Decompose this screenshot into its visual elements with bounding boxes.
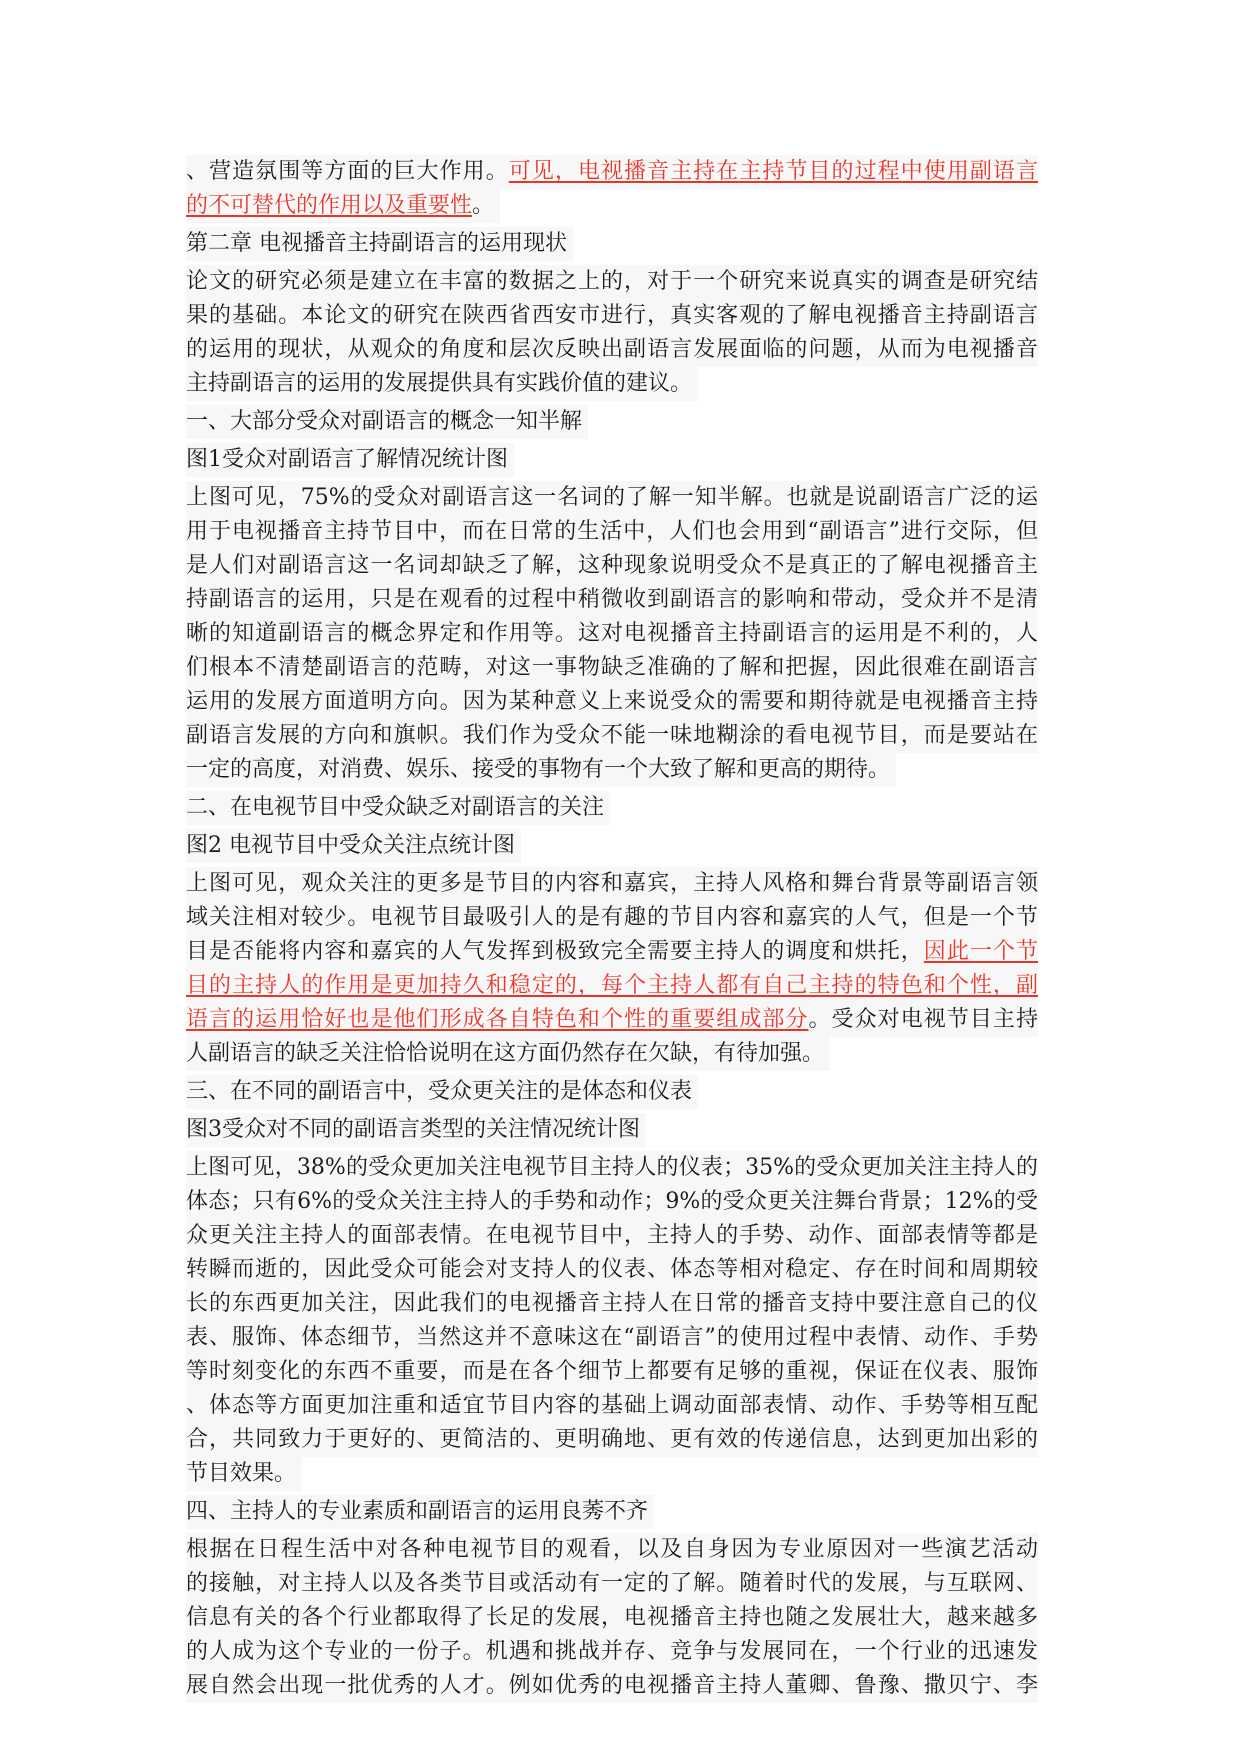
paragraph-line: 、体态等方面更加注重和适宜节目内容的基础上调动面部表情、动作、手势等相互配 xyxy=(186,1389,1038,1423)
paragraph-line: 晰的知道副语言的概念界定和作用等。这对电视播音主持副语言的运用是不利的，人 xyxy=(186,617,1038,651)
paragraph-line: 论文的研究必须是建立在丰富的数据之上的，对于一个研究来说真实的调查是研究结 xyxy=(186,265,1038,299)
paragraph-line: 域关注相对较少。电视节目最吸引人的是有趣的节目内容和嘉宾的人气，但是一个节 xyxy=(186,901,1038,935)
chapter-title: 第二章 电视播音主持副语言的运用现状 xyxy=(186,227,573,261)
paragraph-line: 根据在日程生活中对各种电视节目的观看，以及自身因为专业原因对一些演艺活动 xyxy=(186,1533,1038,1567)
paragraph-line: 果的基础。本论文的研究在陕西省西安市进行，真实客观的了解电视播音主持副语言 xyxy=(186,299,1038,333)
paragraph-line: 信息有关的各个行业都取得了长足的发展，电视播音主持也随之发展壮大，越来越多 xyxy=(186,1601,1038,1635)
paragraph-line: 用于电视播音主持节目中，而在日常的生活中，人们也会用到“副语言”进行交际，但 xyxy=(186,515,1038,549)
paragraph-line: 合，共同致力于更好的、更简洁的、更明确地、更有效的传递信息，达到更加出彩的 xyxy=(186,1423,1038,1457)
section-heading: 三、在不同的副语言中，受众更关注的是体态和仪表 xyxy=(186,1075,698,1109)
section-heading: 一、大部分受众对副语言的概念一知半解 xyxy=(186,405,588,439)
paragraph-line xyxy=(186,969,1038,1003)
paragraph-line: 运用的发展方面道明方向。因为某种意义上来说受众的需要和期待就是电视播音主持 xyxy=(186,685,1038,719)
paragraph-line: 持副语言的运用，只是在观看的过程中稍微收到副语言的影响和带动，受众并不是清 xyxy=(186,583,1038,617)
paragraph-line: 体态；只有6%的受众关注主持人的手势和动作；9%的受众更关注舞台背景；12%的受 xyxy=(186,1185,1038,1219)
intro-text: 。 xyxy=(472,193,495,218)
paragraph-line: 的接触，对主持人以及各类节目或活动有一定的了解。随着时代的发展，与互联网、 xyxy=(186,1567,1038,1601)
paragraph-line: 是人们对副语言这一名词却缺乏了解，这种现象说明受众不是真正的了解电视播音主 xyxy=(186,549,1038,583)
paragraph-line: 转瞬而逝的，因此受众可能会对支持人的仪表、体态等相对稳定、存在时间和周期较 xyxy=(186,1253,1038,1287)
paragraph-line: 上图可见，38%的受众更加关注电视节目主持人的仪表；35%的受众更加关注主持人的 xyxy=(186,1151,1038,1185)
intro-line-2 xyxy=(186,189,500,223)
paragraph-line: 们根本不清楚副语言的范畴，对这一事物缺乏准确的了解和把握，因此很难在副语言 xyxy=(186,651,1038,685)
paragraph-line: 主持副语言的运用的发展提供具有实践价值的建议。 xyxy=(186,367,698,401)
paragraph-line: 副语言发展的方向和旗帜。我们作为受众不能一味地糊涂的看电视节目，而是要站在 xyxy=(186,719,1038,753)
paragraph-line: 表、服饰、体态细节，当然这并不意味这在“副语言”的使用过程中表情、动作、手势 xyxy=(186,1321,1038,1355)
paragraph-line: 的人成为这个专业的一份子。机遇和挑战并存、竞争与发展同在，一个行业的迅速发 xyxy=(186,1635,1038,1669)
highlighted-text: 因此一个节 xyxy=(923,939,1038,964)
paragraph-text: 目是否能将内容和嘉宾的人气发挥到极致完全需要主持人的调度和烘托， xyxy=(186,939,924,964)
highlighted-text: 可见，电视播音主持在主持节目的过程中使用副语言 xyxy=(508,159,1038,184)
paragraph-line: 节目效果。 xyxy=(186,1457,302,1491)
figure-caption: 图1受众对副语言了解情况统计图 xyxy=(186,443,514,477)
paragraph-line: 上图可见，75%的受众对副语言这一名词的了解一知半解。也就是说副语言广泛的运 xyxy=(186,481,1038,515)
paragraph-line: 众更关注主持人的面部表情。在电视节目中，主持人的手势、动作、面部表情等都是 xyxy=(186,1219,1038,1253)
figure-caption: 图2 电视节目中受众关注点统计图 xyxy=(186,829,521,863)
paragraph-line xyxy=(186,935,1038,969)
paragraph-text: 。受众对电视节目主持 xyxy=(808,1007,1038,1032)
paragraph-line: 长的东西更加关注，因此我们的电视播音主持人在日常的播音支持中要注意自己的仪 xyxy=(186,1287,1038,1321)
paragraph-line: 人副语言的缺乏关注恰恰说明在这方面仍然存在欠缺，有待加强。 xyxy=(186,1037,830,1071)
paragraph-line: 上图可见，观众关注的更多是节目的内容和嘉宾，主持人风格和舞台背景等副语言领 xyxy=(186,867,1038,901)
figure-caption: 图3受众对不同的副语言类型的关注情况统计图 xyxy=(186,1113,646,1147)
intro-text: 、营造氛围等方面的巨大作用。 xyxy=(186,159,509,184)
highlighted-text: 目的主持人的作用是更加持久和稳定的，每个主持人都有自己主持的特色和个性，副 xyxy=(186,973,1038,998)
document-page xyxy=(186,155,1038,1703)
intro-line-1 xyxy=(186,155,1038,189)
paragraph-line: 一定的高度，对消费、娱乐、接受的事物有一个大致了解和更高的期待。 xyxy=(186,753,896,787)
paragraph-line: 的运用的现状，从观众的角度和层次反映出副语言发展面临的问题，从而为电视播音 xyxy=(186,333,1038,367)
highlighted-text: 语言的运用恰好也是他们形成各自特色和个性的重要组成部分 xyxy=(186,1007,809,1032)
section-heading: 四、主持人的专业素质和副语言的运用良莠不齐 xyxy=(186,1495,654,1529)
paragraph-line: 展自然会出现一批优秀的人才。例如优秀的电视播音主持人董卿、鲁豫、撒贝宁、李 xyxy=(186,1669,1038,1703)
paragraph-line: 等时刻变化的东西不重要，而是在各个细节上都要有足够的重视，保证在仪表、服饰 xyxy=(186,1355,1038,1389)
highlighted-text: 的不可替代的作用以及重要性 xyxy=(186,193,473,218)
section-heading: 二、在电视节目中受众缺乏对副语言的关注 xyxy=(186,791,610,825)
paragraph-line xyxy=(186,1003,1038,1037)
